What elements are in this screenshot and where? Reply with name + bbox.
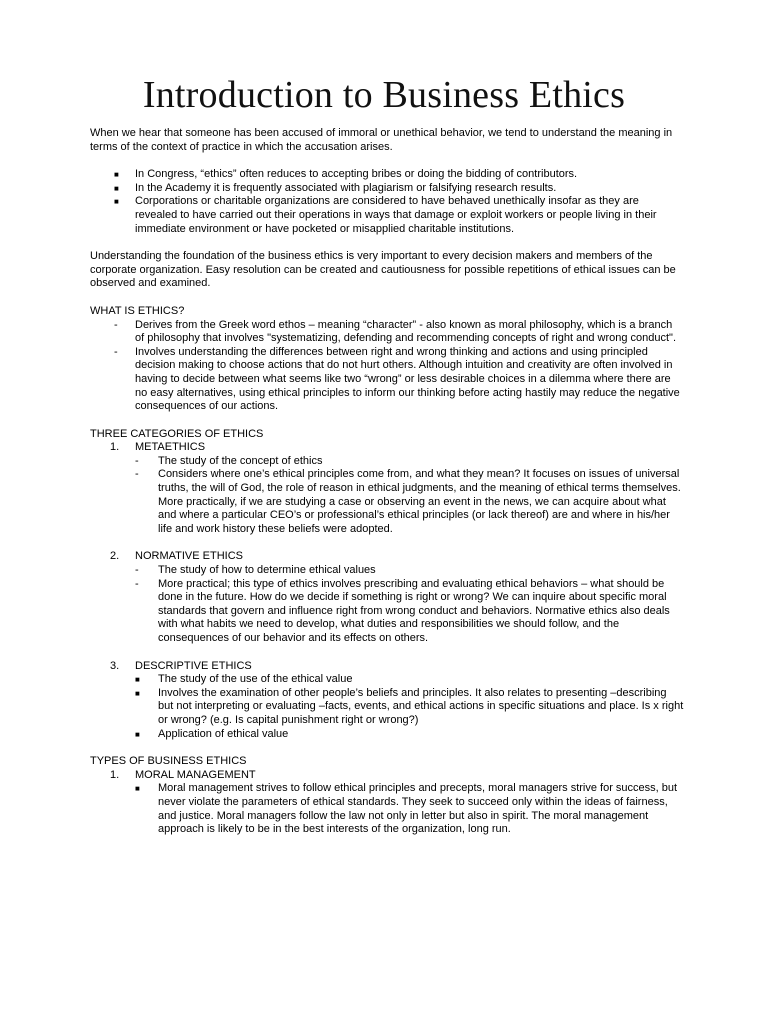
foundation-paragraph: Understanding the foundation of the business ethics is very important to every decision makers and members of the corporate organization. Easy resolution can be created and cautiousness for possible repetitions of ethical issues can be observed and examined. bbox=[90, 250, 676, 290]
square-bullet-icon: ■ bbox=[114, 197, 119, 207]
numbered-heading: 1. MORAL MANAGEMENT bbox=[110, 768, 256, 781]
document-title: Introduction to Business Ethics bbox=[142, 74, 626, 116]
list-item: - The study of how to determine ethical values bbox=[135, 564, 376, 577]
intro-paragraph: When we hear that someone has been accused of immoral or unethical behavior, we tend to understand the meaning in terms of the context of practice in which the accusation arises. bbox=[90, 127, 673, 153]
list-item: - Derives from the Greek word ethos – meaning “character” - also known as moral philosophy, which is a branch of philosophy that involves "systematizing, defending and recommending concepts of right and wrong conduct". bbox=[114, 318, 677, 345]
numbered-heading: 2. NORMATIVE ETHICS bbox=[110, 550, 243, 563]
dash-bullet-icon: - bbox=[135, 564, 139, 577]
list-item: - Involves understanding the differences between right and wrong thinking and actions and using principled decision making to choose actions that do not hurt others. Although intuition and creativity are often involved in having to decide between what seems like two “wrong” or less desirable choices in a dilemma where there are no easy alternatives, using ethical principles to inform our thinking before acting hastily may reduce the negative consequences of our actions. bbox=[114, 345, 680, 413]
dash-bullet-icon: - bbox=[114, 345, 118, 358]
numbered-heading: 3. DESCRIPTIVE ETHICS bbox=[110, 659, 252, 672]
list-item: ■ Application of ethical value bbox=[135, 727, 289, 740]
list-item: ■ The study of the use of the ethical value bbox=[135, 673, 353, 686]
numbered-heading: 1. METAETHICS bbox=[110, 441, 206, 454]
list-item: ■ Involves the examination of other people’s beliefs and principles. It also relates to presenting –describing but not interpreting or evaluating –facts, events, and ethical actions in specific situations and place. Is x right or wrong? (e.g. Is capital punishment right or wrong?) bbox=[135, 686, 684, 726]
document-body bbox=[90, 127, 684, 837]
square-bullet-icon: ■ bbox=[135, 688, 140, 698]
list-item: - More practical; this type of ethics involves prescribing and evaluating ethical behaviors – what should be done in the future. How do we decide if something is right or wrong? We can inquire about specific moral standards that govern and influence right from wrong conduct and behaviors. Normative ethics also deals with what habits we need to develop, what duties and responsibilities we should follow, and the consequences of our behavior and its effects on others. bbox=[135, 577, 670, 644]
square-bullet-icon: ■ bbox=[135, 784, 140, 794]
square-bullet-icon: ■ bbox=[135, 729, 140, 739]
square-bullet-icon: ■ bbox=[114, 183, 119, 193]
dash-bullet-icon: - bbox=[114, 318, 118, 331]
square-bullet-icon: ■ bbox=[135, 675, 140, 685]
section-heading-types: TYPES OF BUSINESS ETHICS bbox=[90, 755, 247, 768]
section-heading-what-is-ethics: WHAT IS ETHICS? bbox=[90, 304, 185, 317]
dash-bullet-icon: - bbox=[135, 468, 139, 481]
dash-bullet-icon: - bbox=[135, 454, 139, 467]
dash-bullet-icon: - bbox=[135, 577, 139, 590]
list-item: ■ In Congress, “ethics” often reduces to accepting bribes or doing the bidding of contributors. bbox=[114, 168, 578, 181]
section-heading-three-categories: THREE CATEGORIES OF ETHICS bbox=[90, 427, 264, 440]
list-item: ■ Corporations or charitable organizations are considered to have behaved unethically insofar as they are revealed to have carried out their operations in ways that damage or exploit workers or people living in their immediate environment or have pocketed or misapplied charitable institutions. bbox=[114, 195, 657, 235]
square-bullet-icon: ■ bbox=[114, 170, 119, 180]
list-item: - Considers where one’s ethical principles come from, and what they mean? It focuses on issues of universal truths, the will of God, the role of reason in ethical judgments, and the meaning of ethical terms themselves. More practically, if we are studying a case or observing an event in the news, we can acquire about what and where a particular CEO’s or professional’s ethical principles (or lack thereof) are and where in his/her life and work history these beliefs were adopted. bbox=[135, 468, 681, 535]
list-item: - The study of the concept of ethics bbox=[135, 454, 323, 467]
list-item: ■ Moral management strives to follow ethical principles and precepts, moral managers strive for success, but never violate the parameters of ethical standards. They seek to succeed only within the ideas of fairness, and justice. Moral managers follow the law not only in letter but also in spirit. The moral management approach is likely to be in the best interests of the organization, long run. bbox=[135, 782, 678, 836]
list-item: ■ In the Academy it is frequently associated with plagiarism or falsifying research results. bbox=[114, 181, 557, 194]
